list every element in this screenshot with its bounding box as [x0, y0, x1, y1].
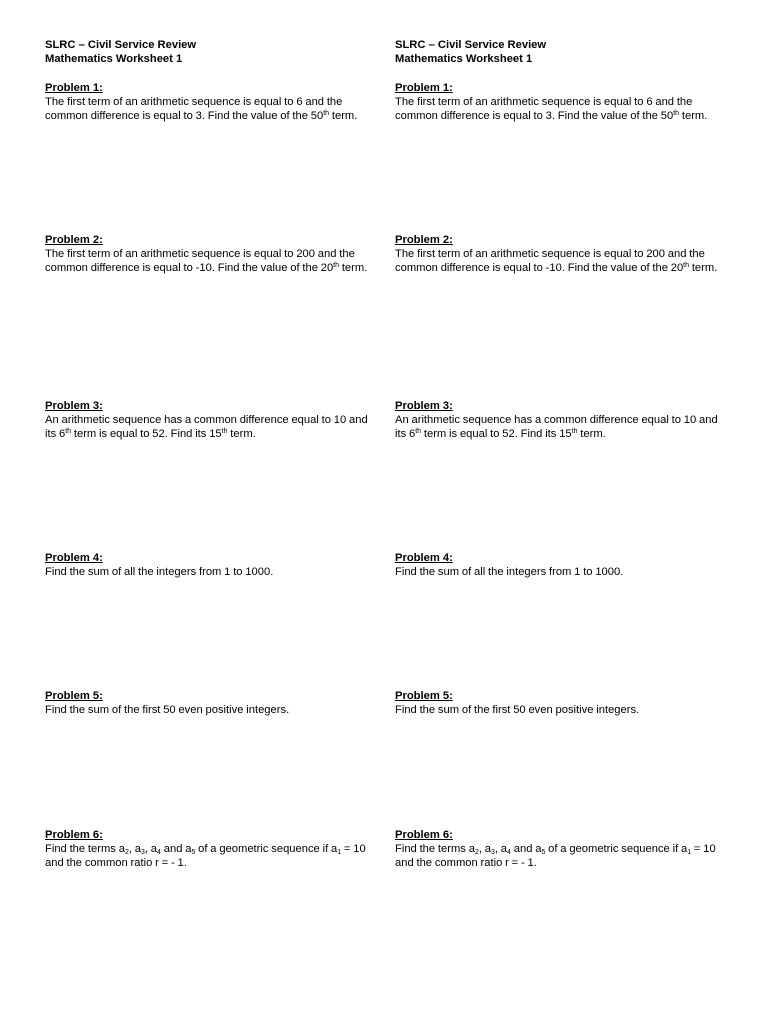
problem-6-subscript-2: 3: [140, 849, 145, 856]
problem-6-text-part-5: of a geometric sequence if a: [545, 843, 688, 855]
problem-1: [395, 81, 725, 123]
problem-1-title: Problem 1:: [395, 82, 453, 94]
problem-3-superscript-a: th: [415, 428, 422, 435]
problem-3-superscript-b: th: [571, 428, 578, 435]
problem-6: [45, 828, 375, 870]
problem-6-text-part-6: = 10 and the common ratio r = - 1.: [45, 843, 366, 869]
problem-2-text-part-b: term.: [339, 262, 368, 274]
problem-5: [395, 689, 725, 717]
problem-6-text-part-1: Find the terms a: [45, 843, 125, 855]
worksheet-header: [395, 38, 725, 66]
problem-3-text-part-a: An arithmetic sequence has a common difference equal to 10 and its 6: [45, 414, 368, 440]
problem-6-subscript-2: 3: [490, 849, 495, 856]
problem-2-superscript: th: [333, 262, 340, 269]
problem-1-title: Problem 1:: [45, 82, 103, 94]
problem-3-title: Problem 3:: [395, 400, 453, 412]
worksheet-left-copy: [45, 38, 375, 998]
problem-6-text-part-4: and a: [160, 843, 192, 855]
problem-6-subscript-3: 4: [507, 849, 511, 856]
problem-5-text: Find the sum of the first 50 even positive integers.: [45, 704, 290, 716]
problem-2-text-part-a: The first term of an arithmetic sequence is equal to 200 and the common difference is equal to -10. Find the value of the 20: [45, 248, 355, 274]
problem-5-title: Problem 5:: [395, 690, 453, 702]
worksheet-right-copy: [395, 38, 725, 998]
header-subtitle: Mathematics Worksheet 1: [45, 53, 183, 65]
problem-3-text: [395, 413, 725, 441]
problem-2-title: Problem 2:: [45, 234, 103, 246]
problem-2-text-part-a: The first term of an arithmetic sequence is equal to 200 and the common difference is equal to -10. Find the value of the 20: [395, 248, 705, 274]
problem-4-title: Problem 4:: [45, 552, 103, 564]
problem-5-text: Find the sum of the first 50 even positive integers.: [395, 704, 640, 716]
problem-2: [45, 233, 375, 275]
problem-6-text-part-2: , a: [128, 843, 141, 855]
problem-6-text-part-4: and a: [510, 843, 542, 855]
problem-5-title: Problem 5:: [45, 690, 103, 702]
problem-1-text: [45, 95, 375, 123]
problem-1-text-part-a: The first term of an arithmetic sequence is equal to 6 and the common difference is equal to 3. Find the value of the 50: [395, 96, 693, 122]
worksheet-header: [45, 38, 375, 66]
problem-1-text-part-b: term.: [329, 110, 358, 122]
header-subtitle: Mathematics Worksheet 1: [395, 53, 533, 65]
problem-3-text-part-c: term.: [577, 428, 606, 440]
problem-6-text-part-6: = 10 and the common ratio r = - 1.: [395, 843, 716, 869]
problem-6-text: [45, 842, 375, 870]
problem-6-text-part-3: , a: [494, 843, 508, 855]
problem-3: [395, 399, 725, 441]
problem-4-text: Find the sum of all the integers from 1 to 1000.: [395, 566, 624, 578]
header-title: SLRC – Civil Service Review: [395, 39, 547, 51]
problem-6-text-part-3: , a: [144, 843, 158, 855]
problem-6: [395, 828, 725, 870]
problem-2-superscript: th: [683, 262, 690, 269]
problem-6-subscript-5: 1: [687, 849, 692, 856]
problem-1-text-part-b: term.: [679, 110, 708, 122]
problem-6-title: Problem 6:: [45, 829, 103, 841]
problem-2-text-part-b: term.: [689, 262, 718, 274]
problem-6-text-part-1: Find the terms a: [395, 843, 475, 855]
problem-1-superscript: th: [323, 110, 330, 117]
problem-3: [45, 399, 375, 441]
problem-2-text: [45, 247, 375, 275]
problem-6-text: [395, 842, 725, 870]
problem-3-text-part-a: An arithmetic sequence has a common difference equal to 10 and its 6: [395, 414, 718, 440]
problem-3-superscript-a: th: [65, 428, 72, 435]
problem-4: [395, 551, 725, 579]
problem-4-title: Problem 4:: [395, 552, 453, 564]
problem-6-subscript-3: 4: [157, 849, 161, 856]
problem-1-superscript: th: [673, 110, 680, 117]
problem-1-text: [395, 95, 725, 123]
problem-3-text-part-c: term.: [227, 428, 256, 440]
problem-6-title: Problem 6:: [395, 829, 453, 841]
problem-2-text: [395, 247, 725, 275]
problem-2: [395, 233, 725, 275]
problem-6-subscript-5: 1: [337, 849, 342, 856]
problem-1-text-part-a: The first term of an arithmetic sequence is equal to 6 and the common difference is equal to 3. Find the value of the 50: [45, 96, 343, 122]
problem-6-subscript-1: 2: [124, 849, 129, 856]
problem-2-title: Problem 2:: [395, 234, 453, 246]
problem-6-subscript-4: 5: [191, 849, 196, 856]
problem-4-text: Find the sum of all the integers from 1 to 1000.: [45, 566, 274, 578]
problem-5: [45, 689, 375, 717]
problem-3-title: Problem 3:: [45, 400, 103, 412]
problem-6-subscript-4: 5: [541, 849, 546, 856]
problem-6-subscript-1: 2: [474, 849, 479, 856]
problem-6-text-part-2: , a: [478, 843, 491, 855]
problem-3-text-part-b: term is equal to 52. Find its 15: [71, 428, 222, 440]
problem-3-superscript-b: th: [221, 428, 228, 435]
header-title: SLRC – Civil Service Review: [45, 39, 197, 51]
problem-1: [45, 81, 375, 123]
problem-3-text-part-b: term is equal to 52. Find its 15: [421, 428, 572, 440]
problem-6-text-part-5: of a geometric sequence if a: [195, 843, 338, 855]
problem-3-text: [45, 413, 375, 441]
problem-4: [45, 551, 375, 579]
